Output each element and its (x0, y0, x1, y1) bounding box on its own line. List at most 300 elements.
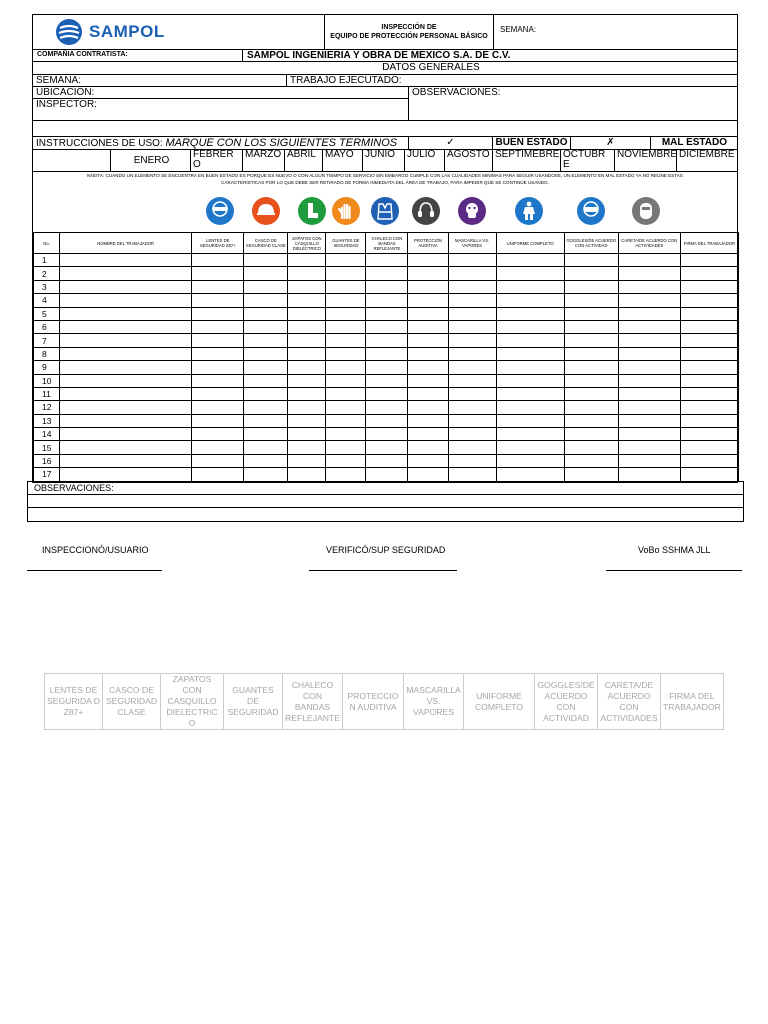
table-cell[interactable] (408, 320, 448, 333)
vobo-signature-line[interactable] (606, 570, 742, 571)
table-cell[interactable] (60, 454, 192, 467)
table-cell[interactable] (496, 280, 564, 293)
ubicacion-field[interactable]: UBICACIÓN: (33, 87, 408, 99)
table-cell[interactable] (448, 334, 496, 347)
row-number: 15 (34, 441, 60, 454)
table-cell[interactable] (564, 441, 618, 454)
table-cell[interactable] (192, 347, 244, 360)
table-cell[interactable] (288, 414, 326, 427)
table-cell[interactable] (326, 280, 366, 293)
table-cell[interactable] (244, 307, 288, 320)
table-cell[interactable] (288, 441, 326, 454)
table-cell[interactable] (244, 374, 288, 387)
table-cell[interactable] (326, 387, 366, 400)
table-cell[interactable] (448, 361, 496, 374)
table-cell[interactable] (326, 401, 366, 414)
table-cell[interactable] (618, 468, 680, 481)
observaciones-label: OBSERVACIONES: (28, 482, 743, 495)
table-cell[interactable] (192, 254, 244, 267)
table-cell[interactable] (366, 347, 408, 360)
month-cell[interactable]: NOVIEMBRE (615, 150, 677, 171)
month-cell[interactable]: MARZO (243, 150, 285, 171)
table-cell[interactable] (60, 441, 192, 454)
table-cell[interactable] (448, 280, 496, 293)
verifico-label: VERIFICÓ/SUP SEGURIDAD (326, 545, 446, 555)
table-cell[interactable] (496, 441, 564, 454)
ppe-icons-row (33, 190, 737, 232)
table-cell[interactable] (326, 468, 366, 481)
table-row (34, 267, 739, 280)
table-cell[interactable] (680, 414, 738, 427)
table-cell[interactable] (448, 468, 496, 481)
ghost-header-cell: FIRMA DEL TRABAJADOR (661, 674, 724, 730)
table-cell[interactable] (326, 294, 366, 307)
table-cell[interactable] (366, 267, 408, 280)
month-cell[interactable]: JUNIO (363, 150, 405, 171)
table-cell[interactable] (680, 454, 738, 467)
table-cell[interactable] (496, 428, 564, 441)
table-cell[interactable] (618, 254, 680, 267)
table-cell[interactable] (244, 294, 288, 307)
table-cell[interactable] (680, 428, 738, 441)
table-cell[interactable] (288, 320, 326, 333)
table-cell[interactable] (408, 401, 448, 414)
table-cell[interactable] (244, 428, 288, 441)
table-cell[interactable] (326, 307, 366, 320)
semana-field[interactable]: SEMANA: (33, 75, 287, 86)
table-cell[interactable] (496, 320, 564, 333)
table-cell[interactable] (366, 468, 408, 481)
company-row (33, 50, 737, 62)
table-cell[interactable] (288, 280, 326, 293)
table-cell[interactable] (288, 347, 326, 360)
table-cell[interactable] (366, 361, 408, 374)
table-cell[interactable] (408, 441, 448, 454)
column-header: UNIFORME COMPLETO (496, 233, 564, 254)
table-cell[interactable] (564, 254, 618, 267)
table-cell[interactable] (680, 361, 738, 374)
month-cell[interactable]: AGOSTO (445, 150, 493, 171)
table-cell[interactable] (326, 267, 366, 280)
column-header: No. (34, 233, 60, 254)
table-cell[interactable] (244, 387, 288, 400)
table-cell[interactable] (564, 401, 618, 414)
company-logo (33, 15, 325, 49)
month-cell[interactable]: DICIEMBRE (679, 149, 735, 160)
table-cell[interactable] (60, 307, 192, 320)
table-cell[interactable] (366, 441, 408, 454)
note-text: NNOTA: CUANDO UN ELEMENTO SE ENCUENTRA EN BUEN ESTADO ES PORQUE ES NUEVO O CON ALGÚN TIEMPO DE SERVICIO SIN EMBARGO CUMPLE CON LAS CUALIDADES MINIMAS PARA SEGUIR USANDOSE, UN ELEMENTO EN MAL ESTADO YA NO REÚNE ESTAS CARACTERÍSTICAS POR LO QUE DEBE SER RETIRADO DE FORMA INMEDIATA DEL ÁREA DE TRABAJO, PARA IMPEDIR QUE SE CONTINÚE USANDO. (87, 173, 683, 185)
table-cell[interactable] (680, 254, 738, 267)
table-cell[interactable] (60, 361, 192, 374)
month-cell[interactable]: JULIO (405, 150, 445, 171)
table-cell[interactable] (326, 254, 366, 267)
form-title (325, 15, 494, 49)
table-row (34, 374, 739, 387)
table-cell[interactable] (244, 414, 288, 427)
table-cell[interactable] (60, 267, 192, 280)
table-cell[interactable] (366, 307, 408, 320)
table-cell[interactable] (618, 401, 680, 414)
table-cell[interactable] (448, 294, 496, 307)
ghost-header-cell: PROTECCIO N AUDITIVA (343, 674, 404, 730)
table-cell[interactable] (326, 374, 366, 387)
table-cell[interactable] (326, 361, 366, 374)
table-cell[interactable] (408, 280, 448, 293)
table-cell[interactable] (60, 334, 192, 347)
table-cell[interactable] (192, 374, 244, 387)
table-cell[interactable] (192, 280, 244, 293)
datos-generales-row (33, 62, 737, 75)
location-block (33, 87, 737, 121)
table-cell[interactable] (60, 280, 192, 293)
buen-estado-label: BUEN ESTADO (493, 137, 571, 149)
table-cell[interactable] (448, 267, 496, 280)
table-cell[interactable] (680, 387, 738, 400)
table-cell[interactable] (288, 267, 326, 280)
table-cell[interactable] (496, 468, 564, 481)
table-cell[interactable] (60, 414, 192, 427)
table-cell[interactable] (448, 387, 496, 400)
table-row (34, 454, 739, 467)
table-cell[interactable] (288, 387, 326, 400)
table-cell[interactable] (564, 280, 618, 293)
table-cell[interactable] (408, 294, 448, 307)
ghost-header-table (44, 673, 724, 730)
ghost-header-cell: MASCARILLA VS. VAPORES (404, 674, 464, 730)
table-cell[interactable] (192, 307, 244, 320)
inspecciono-signature-line[interactable] (27, 570, 162, 571)
column-header: GOGGLES/DE ACUERDO CON ACTIVIDAD (564, 233, 618, 254)
table-cell[interactable] (244, 454, 288, 467)
ghost-header-cell: ZAPATOS CON CASQUILLO DIELECTRIC O (161, 674, 224, 730)
table-cell[interactable] (244, 347, 288, 360)
column-header: CHALECO CON BANDAS REFLEJANTE (366, 233, 408, 254)
table-cell[interactable] (288, 254, 326, 267)
ghost-header-cell: GUANTES DE SEGURIDAD (224, 674, 283, 730)
column-header: FIRMA DEL TRABAJADOR (680, 233, 738, 254)
row-number: 2 (34, 267, 60, 280)
column-header: NOMBRE DEL TRABAJADOR (60, 233, 192, 254)
table-row (34, 334, 739, 347)
row-number: 3 (34, 280, 60, 293)
table-cell[interactable] (244, 361, 288, 374)
table-cell[interactable] (680, 401, 738, 414)
row-number: 8 (34, 347, 60, 360)
table-cell[interactable] (192, 320, 244, 333)
table-cell[interactable] (326, 320, 366, 333)
table-cell[interactable] (448, 414, 496, 427)
table-cell[interactable] (326, 414, 366, 427)
table-cell[interactable] (288, 468, 326, 481)
table-cell[interactable] (192, 468, 244, 481)
table-cell[interactable] (618, 307, 680, 320)
table-cell[interactable] (192, 267, 244, 280)
table-cell[interactable] (618, 454, 680, 467)
table-cell[interactable] (366, 454, 408, 467)
table-cell[interactable] (496, 401, 564, 414)
table-cell[interactable] (60, 387, 192, 400)
table-cell[interactable] (618, 387, 680, 400)
table-cell[interactable] (564, 307, 618, 320)
table-cell[interactable] (244, 280, 288, 293)
table-cell[interactable] (564, 414, 618, 427)
table-header-row (34, 233, 739, 254)
table-cell[interactable] (244, 401, 288, 414)
row-number: 5 (34, 307, 60, 320)
month-cell[interactable]: ENERO (111, 150, 191, 171)
table-cell[interactable] (448, 320, 496, 333)
table-cell[interactable] (192, 454, 244, 467)
table-cell[interactable] (60, 374, 192, 387)
month-cell[interactable]: FEBRER O (191, 150, 243, 171)
table-cell[interactable] (564, 428, 618, 441)
table-cell[interactable] (366, 294, 408, 307)
trabajo-field[interactable]: TRABAJO EJECUTADO: (290, 75, 402, 86)
table-cell[interactable] (408, 267, 448, 280)
table-cell[interactable] (680, 334, 738, 347)
table-row (34, 294, 739, 307)
table-cell[interactable] (366, 387, 408, 400)
table-cell[interactable] (60, 347, 192, 360)
row-number: 1 (34, 254, 60, 267)
table-row (34, 387, 739, 400)
welding-mask-icon (631, 196, 661, 226)
table-cell[interactable] (408, 347, 448, 360)
column-header: MASCARILLA VS. VAPORES (448, 233, 496, 254)
table-cell[interactable] (618, 428, 680, 441)
table-cell[interactable] (680, 468, 738, 481)
inspecciono-label: INSPECCIONÓ/USUARIO (42, 545, 149, 555)
table-row (34, 280, 739, 293)
table-cell[interactable] (288, 307, 326, 320)
table-cell[interactable] (288, 454, 326, 467)
table-cell[interactable] (448, 454, 496, 467)
table-cell[interactable] (244, 267, 288, 280)
table-cell[interactable] (496, 254, 564, 267)
table-cell[interactable] (408, 414, 448, 427)
semana-row (33, 75, 737, 87)
table-cell[interactable] (366, 401, 408, 414)
table-cell[interactable] (496, 334, 564, 347)
table-cell[interactable] (408, 334, 448, 347)
table-cell[interactable] (564, 374, 618, 387)
table-cell[interactable] (564, 387, 618, 400)
table-cell[interactable] (244, 254, 288, 267)
table-cell[interactable] (564, 294, 618, 307)
table-cell[interactable] (496, 361, 564, 374)
ghost-header-cell: CASCO DE SEGURIDAD CLASE (103, 674, 161, 730)
table-cell[interactable] (448, 428, 496, 441)
table-cell[interactable] (408, 307, 448, 320)
table-cell[interactable] (564, 267, 618, 280)
table-cell[interactable] (60, 294, 192, 307)
row-number: 14 (34, 428, 60, 441)
table-cell[interactable] (448, 307, 496, 320)
table-cell[interactable] (60, 320, 192, 333)
table-cell[interactable] (192, 387, 244, 400)
table-cell[interactable] (496, 454, 564, 467)
ear-protection-icon (411, 196, 441, 226)
company-label: COMPAÑIA CONTRATISTA: (33, 50, 243, 61)
table-cell[interactable] (564, 347, 618, 360)
row-number: 11 (34, 387, 60, 400)
observaciones-field[interactable]: OBSERVACIONES: (412, 87, 501, 98)
table-cell[interactable] (680, 267, 738, 280)
cross-mark-icon: ✗ (571, 137, 651, 149)
table-cell[interactable] (564, 468, 618, 481)
table-cell[interactable] (192, 361, 244, 374)
table-cell[interactable] (60, 468, 192, 481)
table-row (34, 441, 739, 454)
hard-hat-icon (251, 196, 281, 226)
table-cell[interactable] (244, 441, 288, 454)
table-cell[interactable] (366, 374, 408, 387)
table-cell[interactable] (366, 334, 408, 347)
table-cell[interactable] (244, 320, 288, 333)
row-number: 12 (34, 401, 60, 414)
observaciones-line[interactable] (28, 508, 743, 521)
table-cell[interactable] (60, 401, 192, 414)
ghost-header-cell: CHALECO CON BANDAS REFLEJANTE (283, 674, 343, 730)
table-cell[interactable] (618, 294, 680, 307)
table-cell[interactable] (366, 414, 408, 427)
table-row (34, 320, 739, 333)
table-cell[interactable] (680, 347, 738, 360)
table-cell[interactable] (326, 334, 366, 347)
row-number: 6 (34, 320, 60, 333)
table-cell[interactable] (288, 401, 326, 414)
table-cell[interactable] (496, 387, 564, 400)
table-cell[interactable] (192, 428, 244, 441)
table-cell[interactable] (618, 320, 680, 333)
table-cell[interactable] (408, 387, 448, 400)
table-cell[interactable] (564, 334, 618, 347)
table-cell[interactable] (618, 414, 680, 427)
column-header: LENTES DE SEGURIDAD Z87+ (192, 233, 244, 254)
table-cell[interactable] (618, 441, 680, 454)
table-cell[interactable] (618, 361, 680, 374)
table-cell[interactable] (60, 254, 192, 267)
table-cell[interactable] (288, 428, 326, 441)
table-cell[interactable] (244, 334, 288, 347)
table-cell[interactable] (408, 428, 448, 441)
table-cell[interactable] (326, 428, 366, 441)
table-cell[interactable] (680, 441, 738, 454)
table-cell[interactable] (366, 320, 408, 333)
table-cell[interactable] (564, 454, 618, 467)
table-cell[interactable] (408, 454, 448, 467)
reflective-vest-icon (370, 196, 400, 226)
table-cell[interactable] (288, 294, 326, 307)
row-number: 13 (34, 414, 60, 427)
inspection-table (33, 232, 739, 482)
table-cell[interactable] (680, 294, 738, 307)
observaciones-line[interactable] (28, 495, 743, 508)
table-cell[interactable] (326, 347, 366, 360)
company-value: SAMPOL INGENIERIA Y OBRA DE MEXICO S.A. DE C.V. (247, 50, 511, 61)
inspection-form (32, 14, 738, 483)
ghost-header-cell: LENTES DE SEGURIDA D Z87+ (45, 674, 103, 730)
table-cell[interactable] (564, 361, 618, 374)
table-cell[interactable] (408, 254, 448, 267)
table-cell[interactable] (288, 361, 326, 374)
table-cell[interactable] (288, 374, 326, 387)
instructions-italic: MARQUE CON LOS SIGUIENTES TERMINOS (165, 137, 398, 149)
table-cell[interactable] (192, 414, 244, 427)
table-cell[interactable] (618, 334, 680, 347)
table-cell[interactable] (192, 401, 244, 414)
table-cell[interactable] (60, 428, 192, 441)
table-row (34, 347, 739, 360)
table-cell[interactable] (496, 267, 564, 280)
table-cell[interactable] (618, 267, 680, 280)
table-cell[interactable] (496, 374, 564, 387)
column-header: CASCO DE SEGURIDAD CLASE (244, 233, 288, 254)
table-cell[interactable] (496, 307, 564, 320)
table-cell[interactable] (618, 374, 680, 387)
table-cell[interactable] (448, 374, 496, 387)
row-number: 16 (34, 454, 60, 467)
row-number: 17 (34, 468, 60, 481)
table-cell[interactable] (680, 307, 738, 320)
table-row (34, 414, 739, 427)
table-cell[interactable] (618, 280, 680, 293)
table-cell[interactable] (408, 361, 448, 374)
table-cell[interactable] (408, 374, 448, 387)
title-line-2: EQUIPO DE PROTECCIÓN PERSONAL BÁSICO (330, 33, 488, 40)
table-cell[interactable] (192, 334, 244, 347)
table-cell[interactable] (326, 441, 366, 454)
table-cell[interactable] (448, 401, 496, 414)
inspector-field[interactable]: INSPECTOR: (36, 99, 97, 110)
table-cell[interactable] (244, 468, 288, 481)
mal-estado-label: MAL ESTADO (661, 137, 727, 148)
table-cell[interactable] (496, 294, 564, 307)
table-cell[interactable] (192, 441, 244, 454)
month-cell[interactable]: OCTUBR E (561, 150, 615, 171)
table-row (34, 307, 739, 320)
table-cell[interactable] (680, 374, 738, 387)
month-cell[interactable]: MAYO (323, 150, 363, 171)
table-cell[interactable] (366, 280, 408, 293)
table-cell[interactable] (448, 347, 496, 360)
month-cell[interactable]: ABRIL (285, 150, 323, 171)
table-cell[interactable] (448, 441, 496, 454)
table-cell[interactable] (680, 320, 738, 333)
table-cell[interactable] (496, 414, 564, 427)
table-cell[interactable] (366, 428, 408, 441)
table-cell[interactable] (564, 320, 618, 333)
table-cell[interactable] (326, 454, 366, 467)
table-cell[interactable] (448, 254, 496, 267)
table-row (34, 468, 739, 481)
table-cell[interactable] (408, 468, 448, 481)
table-cell[interactable] (192, 294, 244, 307)
column-header: ZAPATOS CON CASQUILLO DIELÉCTRICO (288, 233, 326, 254)
verifico-signature-line[interactable] (309, 570, 457, 571)
instructions-label: INSTRUCCIONES DE USO: (36, 138, 163, 149)
safety-glasses-icon (205, 196, 235, 226)
table-cell[interactable] (366, 254, 408, 267)
logo-text: SAMPOL (89, 22, 165, 41)
table-cell[interactable] (618, 347, 680, 360)
table-cell[interactable] (496, 347, 564, 360)
table-cell[interactable] (288, 334, 326, 347)
month-cell[interactable]: SEPTIMEBRE (493, 150, 561, 171)
check-mark-icon: ✓ (409, 137, 493, 149)
table-cell[interactable] (680, 280, 738, 293)
